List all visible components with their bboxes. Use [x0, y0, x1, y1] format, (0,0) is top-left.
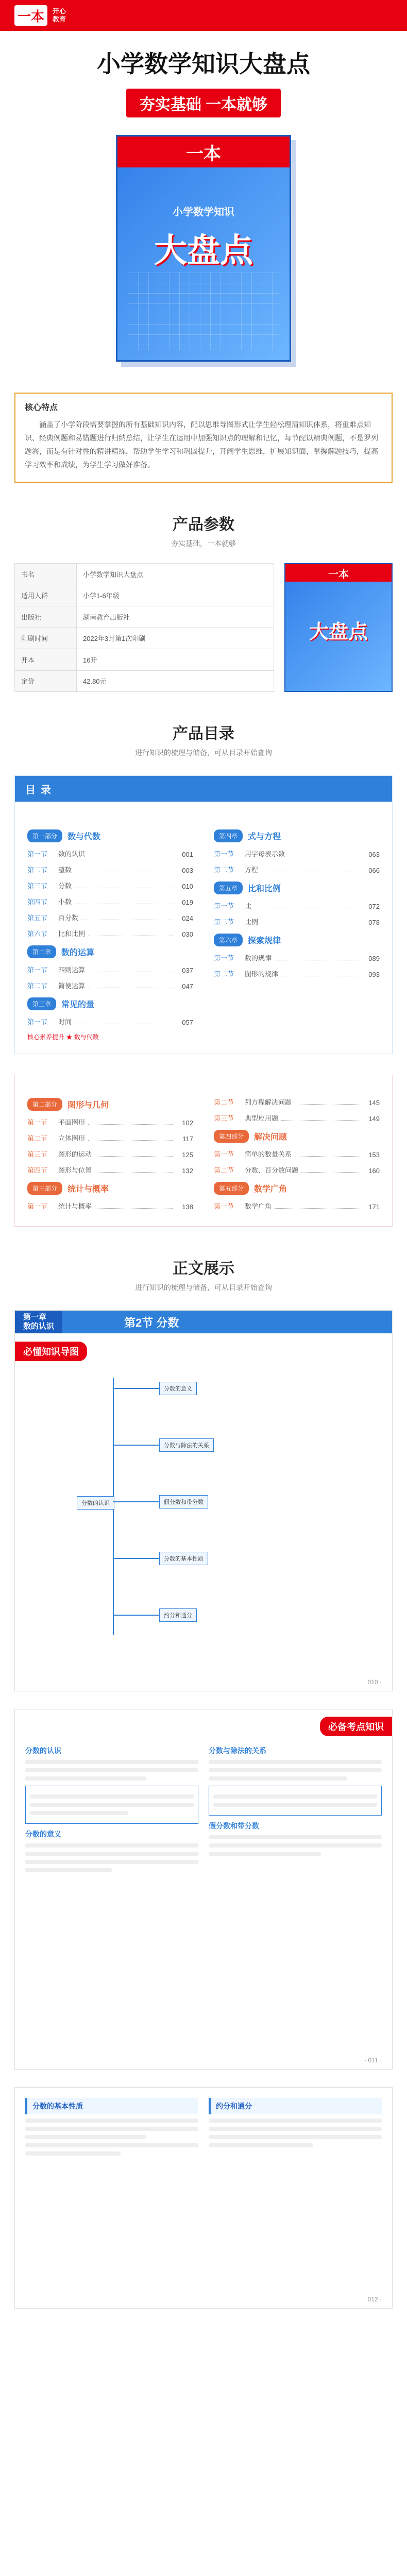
toc-unit[interactable] — [214, 1130, 380, 1143]
mindmap-node: 分数的意义 — [159, 1382, 197, 1395]
toc-item-page: 037 — [182, 967, 193, 974]
toc-item-number: 第一节 — [214, 954, 234, 962]
text-line — [25, 1868, 112, 1872]
chapter-name: 数的认识 — [23, 1322, 55, 1331]
book-subtitle: 小学数学知识 — [173, 207, 234, 218]
toc-page-2 — [14, 1075, 393, 1227]
toc-item-number: 第一节 — [27, 1202, 48, 1210]
toc-item-label: 用字母表示数 — [245, 850, 285, 858]
text-line — [25, 1768, 198, 1772]
knowledge-heading: 分数的认识 — [25, 1747, 61, 1755]
toc-unit[interactable] — [27, 1098, 193, 1111]
toc-unit[interactable] — [214, 934, 380, 946]
toc2-right-column — [214, 1091, 380, 1211]
tagline-line-2: 教育 — [53, 15, 66, 23]
toc-leader-dots — [301, 1172, 359, 1173]
toc-item[interactable] — [27, 1149, 193, 1159]
toc-item-label: 比例 — [245, 918, 259, 926]
unit-badge: 第五部分 — [214, 1182, 249, 1195]
toc-item[interactable] — [27, 880, 193, 890]
toc-item[interactable] — [214, 1201, 380, 1211]
toc-unit[interactable] — [214, 1182, 380, 1195]
toc-item-page: 001 — [182, 851, 193, 858]
toc-item-label: 简便运算 — [58, 982, 86, 990]
mindmap-tag: 必懂知识导图 — [15, 1342, 87, 1361]
example-box — [25, 1786, 198, 1824]
unit-title: 常见的量 — [61, 1001, 95, 1009]
unit-badge: 第二部分 — [27, 1098, 62, 1111]
unit-title: 图形与几何 — [67, 1101, 109, 1110]
toc-item-page: 093 — [368, 971, 380, 978]
toc-unit[interactable] — [27, 945, 193, 958]
unit-badge: 第二章 — [27, 945, 56, 958]
hero-title: 小学数学知识大盘点 — [97, 50, 310, 78]
toc-item-label: 数的认识 — [58, 850, 86, 858]
params-section — [14, 563, 393, 692]
hero-book-cover — [116, 135, 291, 362]
toc-item[interactable] — [214, 1165, 380, 1175]
toc-item-page: 102 — [182, 1119, 193, 1127]
toc-item[interactable] — [27, 964, 193, 974]
unit-title: 数学广角 — [254, 1185, 287, 1194]
book-grid-decoration — [128, 273, 279, 350]
chapter-band — [15, 1311, 392, 1333]
text-line — [25, 1760, 198, 1764]
text-line — [25, 1860, 198, 1864]
toc-item[interactable] — [27, 1016, 193, 1026]
params-value: 2022年3月第1次印刷 — [77, 628, 274, 649]
toc-item-number: 第三节 — [27, 882, 48, 890]
toc2-left-column — [27, 1091, 193, 1211]
showcase-title: 正文展示 — [173, 1260, 234, 1277]
unit-badge: 第四部分 — [214, 1130, 249, 1143]
unit-badge: 第四章 — [214, 829, 243, 842]
toc-item[interactable] — [214, 1149, 380, 1159]
toc-leader-dots — [281, 1120, 359, 1121]
params-row — [15, 606, 274, 628]
toc-item-label: 分数、百分数问题 — [245, 1166, 299, 1174]
toc-item[interactable] — [214, 1097, 380, 1107]
toc-item-page: 003 — [182, 867, 193, 874]
brand-tagline — [53, 7, 66, 24]
unit-badge: 第五章 — [214, 882, 243, 894]
toc-title: 产品目录 — [173, 725, 234, 742]
toc-item-number: 第二节 — [214, 866, 234, 874]
toc-item-number: 第一节 — [214, 850, 234, 858]
params-value: 小学1-6年级 — [77, 585, 274, 606]
text-line — [209, 1760, 382, 1764]
text-line — [209, 2135, 382, 2139]
toc-item-page: 030 — [182, 930, 193, 938]
params-key: 开本 — [15, 649, 77, 671]
chapter-number: 第一章 — [23, 1313, 47, 1321]
params-key: 出版社 — [15, 606, 77, 628]
text-line — [25, 1852, 198, 1856]
toc-item[interactable] — [27, 912, 193, 922]
text-line — [209, 1776, 347, 1781]
toc-item-label: 比 — [245, 902, 252, 910]
exercise-heading: 约分和通分 — [209, 2098, 382, 2114]
toc-item-label: 图形的运动 — [58, 1150, 92, 1158]
params-row — [15, 628, 274, 649]
toc-item[interactable] — [214, 849, 380, 858]
brand-header — [0, 0, 407, 31]
toc-item-label: 平面图形 — [58, 1118, 86, 1126]
unit-title: 统计与概率 — [67, 1185, 109, 1194]
text-line — [25, 2143, 198, 2147]
mindmap-root: 分数的认识 — [77, 1496, 114, 1510]
params-row — [15, 564, 274, 585]
text-line — [209, 1843, 382, 1848]
params-key: 适用人群 — [15, 585, 77, 606]
showcase-subtitle: 进行知识的梳理与储备，可从目录开始查询 — [135, 1283, 272, 1292]
text-line — [213, 1803, 377, 1807]
toc-item-page: 160 — [368, 1167, 380, 1175]
toc-item-number: 第四节 — [27, 1166, 48, 1174]
intro-box — [14, 393, 393, 483]
toc-item-page: 066 — [368, 867, 380, 874]
text-line — [25, 1843, 198, 1848]
params-book-cover — [284, 563, 393, 692]
mindmap-branch — [113, 1558, 159, 1559]
unit-title: 比和比例 — [248, 885, 281, 893]
text-line — [209, 2127, 382, 2131]
brand-logo: 一本 — [14, 5, 47, 26]
toc-unit[interactable] — [214, 882, 380, 894]
text-line — [209, 1852, 321, 1856]
toc-item-label: 列方程解决问题 — [245, 1098, 292, 1106]
text-line — [209, 2119, 382, 2123]
intro-heading: 核心特点 — [25, 403, 58, 412]
params-value: 16开 — [77, 649, 274, 671]
toc-item[interactable] — [214, 917, 380, 926]
toc-page-1 — [14, 775, 393, 1054]
toc-item-number: 第三节 — [214, 1114, 234, 1122]
exercise-right-column — [209, 2098, 382, 2287]
params-row — [15, 670, 274, 692]
mindmap-branch — [113, 1445, 159, 1446]
toc-item-label: 数的规律 — [245, 954, 272, 962]
toc-item-number: 第一节 — [214, 1202, 234, 1210]
toc-item-label: 方程 — [245, 866, 259, 874]
toc-unit[interactable] — [27, 829, 193, 842]
mindmap — [77, 1367, 345, 1656]
intro-text: 涵盖了小学阶段需要掌握的所有基础知识内容，配以思维导图形式让学生轻松理清知识体系，将重难点知识、经典例题和易错题进行归纳总结，让学生在运用中加强知识点的理解和记忆，每节配以精典例题，不是罗列题海，而是有针对性的精讲精练，帮助学生学习和巩固提升，开阔学生思维，扩展知识面，掌握解题技巧，提高学习效率和成绩，为学生学习做好准备。 — [25, 420, 378, 469]
toc-item-label: 图形与位置 — [58, 1166, 92, 1174]
params-value: 湖南教育出版社 — [77, 606, 274, 628]
knowledge-tag: 必备考点知识 — [320, 1717, 392, 1736]
toc-item-label: 四则运算 — [58, 966, 86, 974]
toc-leader-dots — [295, 1156, 359, 1157]
toc-item-page: 063 — [368, 851, 380, 858]
unit-title: 数的运算 — [61, 948, 95, 957]
toc-item[interactable] — [214, 1113, 380, 1123]
toc-item[interactable] — [214, 953, 380, 962]
toc-item[interactable] — [27, 896, 193, 906]
params-row — [15, 649, 274, 671]
params-key: 书名 — [15, 564, 77, 585]
toc-item-page: 078 — [368, 919, 380, 926]
toc-item-page: 024 — [182, 914, 193, 922]
toc-footnote: 核心素养提升 ★ 数与代数 — [27, 1033, 99, 1041]
knowledge-right-column — [209, 1740, 382, 2048]
params-title: 产品参数 — [173, 516, 234, 533]
toc-item-label: 图形的规律 — [245, 970, 279, 978]
text-line — [25, 2151, 121, 2156]
toc-item-number: 第一节 — [27, 966, 48, 974]
toc-unit[interactable] — [27, 997, 193, 1010]
sample-page-mindmap — [14, 1310, 393, 1691]
toc-item-page: 117 — [182, 1135, 193, 1143]
toc-item-label: 整数 — [58, 866, 72, 874]
toc-item-number: 第六节 — [27, 930, 48, 938]
hero-badge: 夯实基础 一本就够 — [126, 89, 281, 117]
exercise-left-column — [25, 2098, 198, 2287]
toc-item[interactable] — [27, 1133, 193, 1143]
unit-badge: 第三章 — [27, 997, 56, 1010]
mindmap-node: 分数与除法的关系 — [159, 1438, 214, 1452]
book-brand: 一本 — [117, 137, 290, 167]
tagline-line-1: 开心 — [53, 7, 66, 15]
toc-item[interactable] — [27, 980, 193, 990]
mindmap-branch — [113, 1615, 159, 1616]
page-number: · 011 · — [364, 2057, 382, 2064]
unit-title: 探索规律 — [248, 937, 281, 945]
toc-item[interactable] — [27, 849, 193, 858]
toc-item[interactable] — [27, 1201, 193, 1211]
unit-badge: 第三部分 — [27, 1182, 62, 1195]
params-subtitle: 夯实基础，一本就够 — [171, 539, 236, 548]
text-line — [209, 1835, 382, 1839]
knowledge-left-column — [25, 1740, 198, 2048]
toc-item-page: 125 — [182, 1151, 193, 1159]
params-key: 定价 — [15, 670, 77, 692]
toc-band — [15, 776, 392, 802]
unit-badge: 第六章 — [214, 934, 243, 946]
toc-item[interactable] — [214, 969, 380, 978]
mindmap-node: 假分数和带分数 — [159, 1495, 208, 1509]
mindmap-branch — [113, 1501, 159, 1502]
mindmap-branch — [113, 1388, 159, 1389]
toc-unit[interactable] — [214, 829, 380, 842]
toc-item-number: 第二节 — [214, 1166, 234, 1174]
toc-leader-dots — [275, 1208, 359, 1209]
exercise-heading: 分数的基本性质 — [25, 2098, 198, 2114]
toc-item-page: 089 — [368, 955, 380, 962]
toc-item[interactable] — [27, 1117, 193, 1127]
toc-band-label: 目录 — [25, 784, 56, 796]
example-box — [209, 1786, 382, 1816]
text-line — [209, 1768, 382, 1772]
toc-unit[interactable] — [27, 1182, 193, 1195]
sample-page-knowledge — [14, 1709, 393, 2070]
toc-item[interactable] — [214, 865, 380, 874]
unit-badge: 第一部分 — [27, 829, 62, 842]
params-value: 42.80元 — [77, 670, 274, 692]
toc-item-label: 分数 — [58, 882, 72, 890]
toc-item-label: 时间 — [58, 1018, 72, 1026]
toc-item[interactable] — [27, 928, 193, 938]
text-line — [209, 2143, 313, 2147]
knowledge-heading: 分数与除法的关系 — [209, 1747, 266, 1755]
toc-item-number: 第二节 — [214, 970, 234, 978]
toc-right-column — [214, 822, 380, 1026]
toc-leader-dots — [88, 1140, 173, 1141]
chapter-label — [15, 1311, 62, 1333]
toc-item-page: 010 — [182, 883, 193, 890]
book-title: 大盘点 — [154, 232, 253, 269]
toc-item[interactable] — [27, 1165, 193, 1175]
toc-item-page: 047 — [182, 982, 193, 990]
toc-item-page: 153 — [368, 1151, 380, 1159]
mindmap-node: 分数的基本性质 — [159, 1552, 208, 1565]
toc-item-number: 第一节 — [27, 1118, 48, 1126]
toc-item-number: 第二节 — [214, 1098, 234, 1106]
toc-item-number: 第一节 — [27, 1018, 48, 1026]
params-book-name: 大盘点 — [309, 621, 368, 643]
toc-item-number: 第三节 — [27, 1150, 48, 1158]
text-line — [25, 2127, 198, 2131]
toc-item-page: 019 — [182, 899, 193, 906]
toc-item-page: 132 — [182, 1167, 193, 1175]
toc-item-label: 数学广角 — [245, 1202, 272, 1210]
toc-item-number: 第二节 — [214, 918, 234, 926]
params-row — [15, 585, 274, 606]
toc-item-number: 第二节 — [27, 1134, 48, 1142]
toc-leader-dots — [295, 1104, 359, 1105]
toc-leader-dots — [95, 1208, 173, 1209]
toc-item[interactable] — [214, 901, 380, 910]
toc-item-number: 第一节 — [214, 1150, 234, 1158]
toc-item-label: 立体图形 — [58, 1134, 86, 1142]
params-key: 印刷时间 — [15, 628, 77, 649]
text-line — [30, 1803, 194, 1807]
params-table — [14, 563, 274, 692]
mindmap-node: 约分和通分 — [159, 1608, 197, 1622]
section-title: 第2节 分数 — [124, 1316, 179, 1329]
toc-item-number: 第一节 — [214, 902, 234, 910]
toc-item-number: 第五节 — [27, 914, 48, 922]
toc-leader-dots — [95, 1172, 173, 1173]
toc-item[interactable] — [27, 865, 193, 874]
toc-item-label: 简单的数量关系 — [245, 1150, 292, 1158]
toc-item-page: 057 — [182, 1019, 193, 1026]
toc-leader-dots — [88, 1124, 173, 1125]
params-value: 小学数学知识大盘点 — [77, 564, 274, 585]
sample-page-exercises — [14, 2087, 393, 2309]
page-number: · 012 · — [364, 2296, 382, 2303]
knowledge-heading: 假分数和带分数 — [209, 1822, 259, 1830]
toc-left-column — [27, 822, 193, 1026]
toc-leader-dots — [95, 1156, 173, 1157]
text-line — [25, 2119, 198, 2123]
toc-subtitle: 进行知识的梳理与储备，可从目录开始查询 — [135, 749, 272, 757]
toc-item-label: 比和比例 — [58, 930, 86, 938]
toc-item-number: 第一节 — [27, 850, 48, 858]
unit-title: 式与方程 — [248, 833, 281, 841]
toc-item-label: 典型应用题 — [245, 1114, 279, 1122]
toc-item-page: 138 — [182, 1203, 193, 1211]
toc-item-page: 149 — [368, 1115, 380, 1123]
unit-title: 解决问题 — [254, 1133, 287, 1142]
text-line — [30, 1794, 194, 1799]
unit-title: 数与代数 — [67, 833, 101, 841]
toc-item-number: 第二节 — [27, 866, 48, 874]
params-book-brand: 一本 — [285, 564, 392, 582]
text-line — [25, 2135, 146, 2139]
knowledge-heading: 分数的意义 — [25, 1830, 61, 1838]
toc-item-label: 统计与概率 — [58, 1202, 92, 1210]
toc-item-number: 第四节 — [27, 898, 48, 906]
toc-item-label: 小数 — [58, 898, 72, 906]
text-line — [25, 1776, 146, 1781]
toc-item-label: 百分数 — [58, 914, 79, 922]
text-line — [213, 1794, 377, 1799]
toc-item-number: 第二节 — [27, 982, 48, 990]
page-number: · 010 · — [364, 1679, 382, 1686]
toc-item-page: 145 — [368, 1099, 380, 1107]
text-line — [30, 1811, 128, 1815]
toc-item-page: 171 — [368, 1203, 380, 1211]
toc-item-page: 072 — [368, 903, 380, 910]
